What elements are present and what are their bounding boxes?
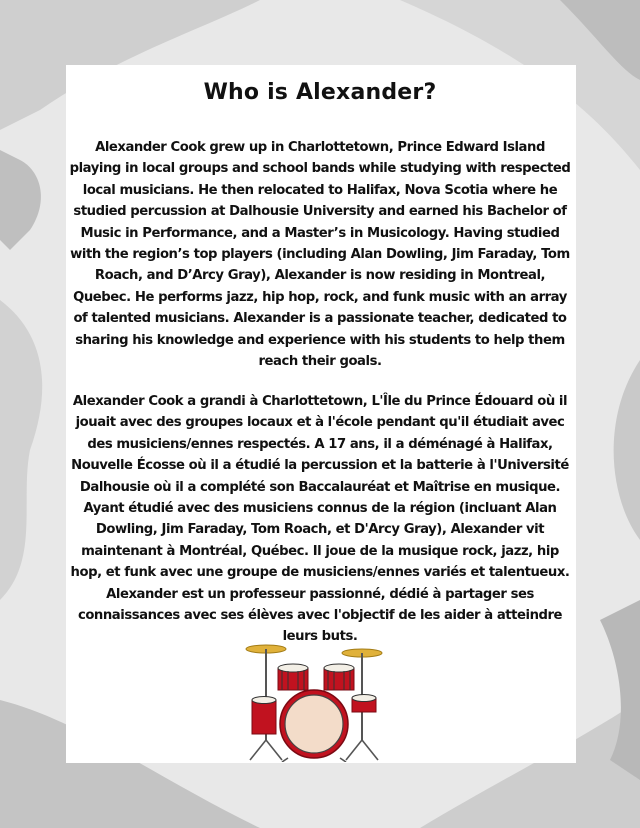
page-title: Who is Alexander? (203, 80, 437, 105)
bio-french-paragraph: Alexander Cook a grandi à Charlottetown, L'Île du Prince Édouard où il jouait avec des groupes locaux et à l'école pendant qu'il étudiait avec des musiciens/ennes respectés. A 17 ans, il a déménagé à Halifax, Nouvelle Écosse où il a étudié la percussion et la batterie à l'Université Dalhousie où il a complété son Baccalauréat et Maîtrise en musique. Ayant étudié avec des musiciens connus de la région (incluant Alan Dowling, Jim Faraday, Tom Roach, et D'Arcy Gray), Alexander vit maintenant à Montréal, Québec. Il joue de la musique rock, jazz, hip hop, et funk avec une groupe de musiciens/ennes variés et talentueux. Alexander est un professeur passionné, dédié à partager ses connaissances avec ses élèves avec l'objectif de les aider à atteindre leurs buts. (70, 394, 570, 645)
bio-english-paragraph: Alexander Cook grew up in Charlottetown, Prince Edward Island playing in local groups and school bands while studying with respected local musicians. He then relocated to Halifax, Nova Scotia where he studied percussion at Dalhousie University and earned his Bachelor of Music in Performance, and a Master’s in Musicology. Having studied with the region’s top players (including Alan Dowling, Jim Faraday, Tom Roach, and D’Arcy Gray), Alexander is now residing in Montreal, Quebec. He performs jazz, hip hop, rock, and funk music with an array of talented musicians. Alexander is a passionate teacher, dedicated to sharing his knowledge and experience with his students to help them reach their goals. (69, 140, 571, 370)
drum-kit-icon (244, 640, 384, 762)
